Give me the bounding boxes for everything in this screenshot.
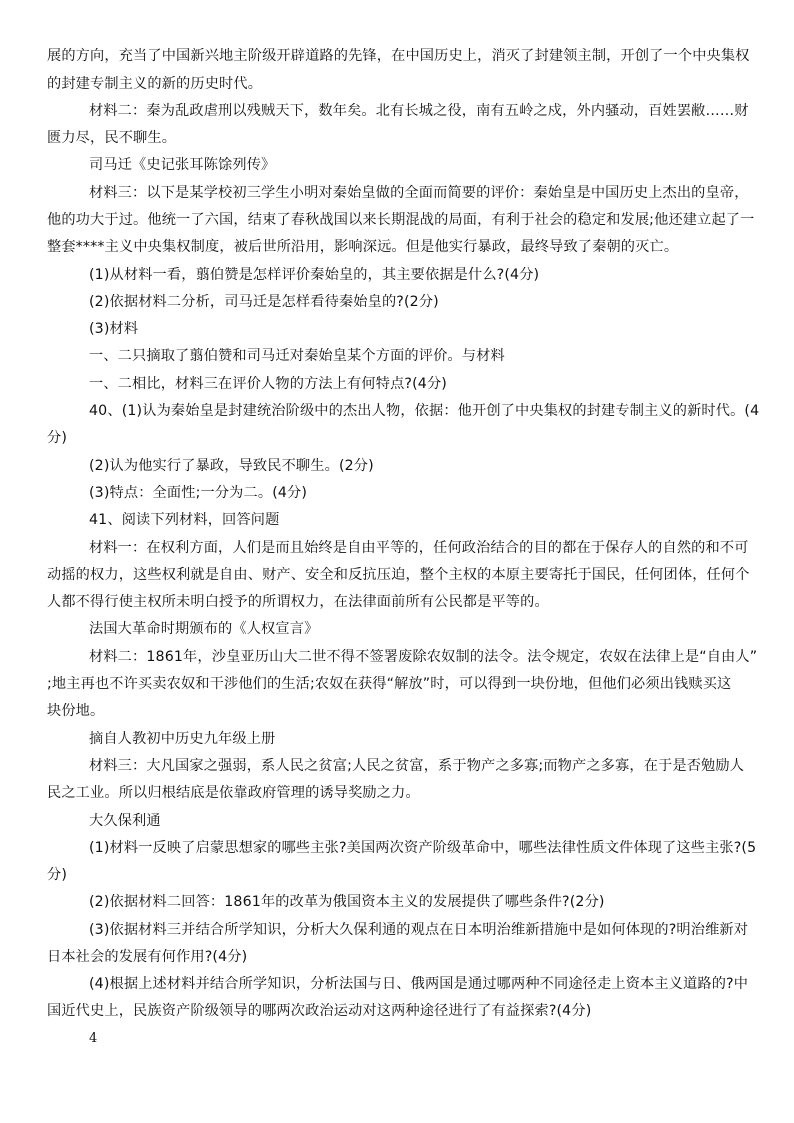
answer-line: 40、(1)认为秦始皇是封建统治阶级中的杰出人物，依据：他开创了中央集权的封建专制主义的新时代。(4: [89, 403, 760, 419]
question-line: 一、二只摘取了翦伯赞和司马迁对秦始皇某个方面的评价。与材料: [89, 348, 505, 364]
question-line: 分): [47, 867, 68, 883]
text-line: 材料二：1861年，沙皇亚历山大二世不得不签署废除农奴制的法令。法令规定，农奴在法律上是“自由人”: [89, 649, 758, 665]
text-line: 人都不得行使主权所未明白授予的所谓权力，在法律面前所有公民都是平等的。: [47, 594, 549, 610]
question-line: (2)依据材料二回答：1861年的改革为俄国资本主义的发展提供了哪些条件?(2分): [89, 894, 605, 910]
source-line: 摘自人教初中历史九年级上册: [89, 731, 276, 747]
text-line: 他的功大于过。他统一了六国，结束了春秋战国以来长期混战的局面，有利于社会的稳定和发展;他还建立起了一: [47, 212, 755, 228]
question-line: 日本社会的发展有何作用?(4分): [47, 949, 248, 965]
source-line: 司马迁《史记张耳陈馀列传》: [89, 157, 276, 173]
question-line: (3)材料: [89, 321, 139, 337]
source-line: 大久保利通: [89, 813, 161, 829]
text-line: ;地主再也不许买卖农奴和干涉他们的生活;农奴在获得“解放”时，可以得到一块份地，但他们必须出钱赎买这: [47, 676, 732, 692]
answer-line: (2)认为他实行了暴政，导致民不聊生。(2分): [89, 458, 374, 474]
text-line: 块份地。: [47, 703, 105, 719]
section-heading: 41、阅读下列材料，回答问题: [89, 512, 280, 528]
page-number: 4: [89, 1031, 98, 1046]
question-line: (4)根据上述材料并结合所学知识，分析法国与日、俄两国是通过哪两种不同途径走上资本主义道路的?中: [89, 976, 749, 992]
answer-line: 分): [47, 430, 68, 446]
source-line: 法国大革命时期颁布的《人权宣言》: [89, 621, 319, 637]
answer-line: (3)特点：全面性;一分为二。(4分): [89, 485, 308, 501]
text-line: 材料三：大凡国家之强弱，系人民之贫富;人民之贫富，系于物产之多寡;而物产之多寡，在于是否勉励人: [89, 758, 745, 774]
text-line: 整套****主义中央集权制度，被后世所沿用，影响深远。但是他实行暴政，最终导致了秦朝的灭亡。: [47, 239, 679, 255]
text-line: 匮力尽，民不聊生。: [47, 130, 177, 146]
text-line: 材料二：秦为乱政虐刑以残贼天下，数年矣。北有长城之役，南有五岭之戍，外内骚动，百姓罢敝……财: [89, 103, 749, 119]
question-line: (3)依据材料三并结合所学知识，分析大久保利通的观点在日本明治维新措施中是如何体现的?明治维新对: [89, 922, 749, 938]
question-line: (1)材料一反映了启蒙思想家的哪些主张?美国两次资产阶级革命中，哪些法律性质文件体现了这些主张?(5: [89, 840, 757, 856]
question-line: 国近代史上，民族资产阶级领导的哪两次政治运动对这两种途径进行了有益探索?(4分): [47, 1003, 592, 1019]
question-line: (2)依据材料二分析，司马迁是怎样看待秦始皇的?(2分): [89, 294, 439, 310]
question-line: (1)从材料一看，翦伯赞是怎样评价秦始皇的，其主要依据是什么?(4分): [89, 267, 540, 283]
text-line: 民之工业。所以归根结底是依靠政府管理的诱导奖励之力。: [47, 785, 420, 801]
question-line: 一、二相比，材料三在评价人物的方法上有何特点?(4分): [89, 376, 447, 392]
text-line: 材料三：以下是某学校初三学生小明对秦始皇做的全面而简要的评价：秦始皇是中国历史上杰出的皇帝，: [89, 185, 749, 201]
text-line: 动摇的权力，这些权利就是自由、财产、安全和反抗压迫，整个主权的本原主要寄托于国民，任何团体，任何个: [47, 567, 750, 583]
text-line: 材料一：在权利方面，人们是而且始终是自由平等的，任何政治结合的目的都在于保存人的自然的和不可: [89, 540, 749, 556]
text-line: 展的方向，充当了中国新兴地主阶级开辟道路的先锋，在中国历史上，消灭了封建领主制，开创了一个中央集权: [47, 48, 750, 64]
text-line: 的封建专制主义的新的历史时代。: [47, 76, 263, 92]
